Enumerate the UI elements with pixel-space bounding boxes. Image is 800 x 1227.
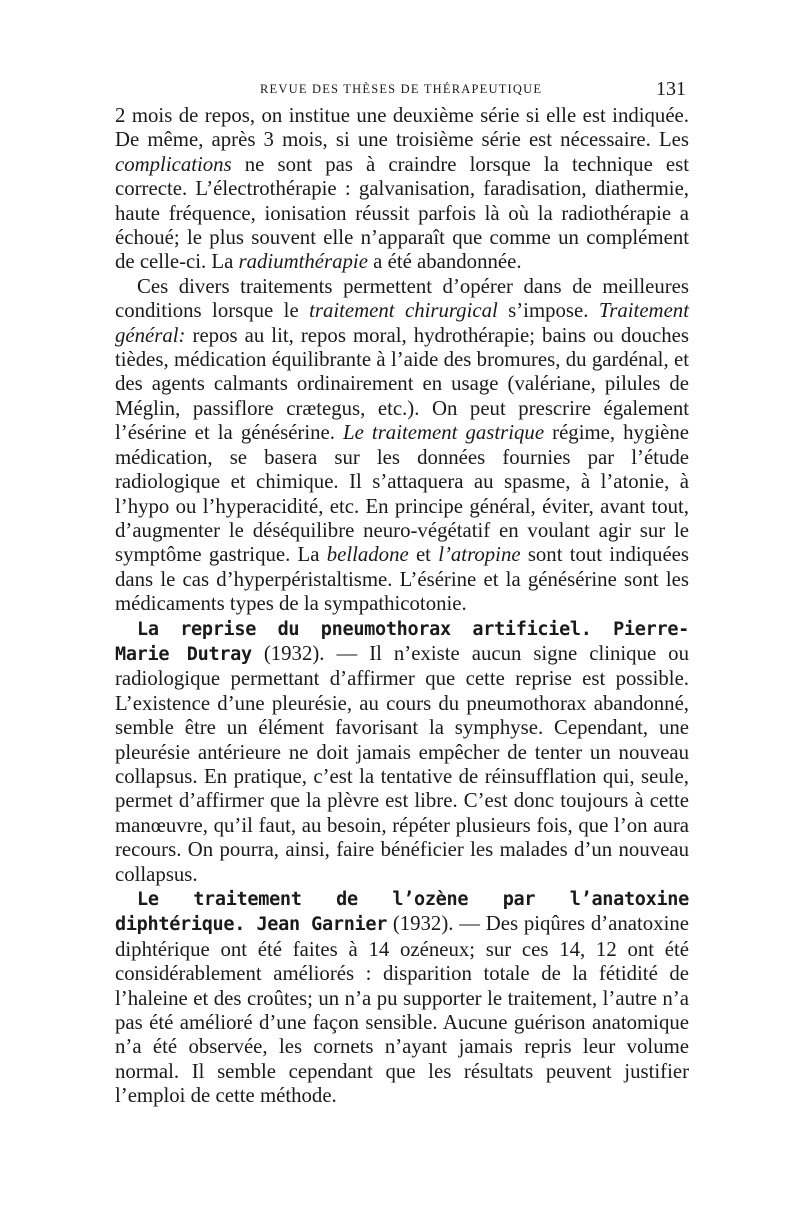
italic-term: complications (115, 152, 232, 176)
italic-term: radiumthérapie (238, 250, 368, 274)
page-number: 131 (656, 78, 686, 100)
text-run: ne sont pas à craindre lorsque la technique est correcte. L’électrothérapie : galvanisation, faradisation, diathermie, haute fréquence, ionisation réussit parfois là où la radiothérapie a échoué; le plus souvent elle n’apparaît que comme un complément de celle-ci. La (115, 152, 689, 274)
article-year: (1932). — (387, 912, 486, 936)
text-run: Ces divers traitements permettent d’opérer dans de meilleures conditions lorsque le (115, 274, 689, 323)
article-title: La reprise du pneumothorax artificiel. Pierre-Marie Dutray (115, 618, 689, 665)
text-run: 2 mois de repos, on institue une deuxième série si elle est indiquée. De même, après 3 mois, si une troisième série est nécessaire. Les (115, 104, 689, 152)
text-run: a été abandonnée. (367, 250, 522, 274)
italic-term: traitement chirurgical (309, 299, 498, 323)
italic-term: belladone (326, 543, 409, 567)
article-year: (1932). — (251, 641, 370, 665)
paragraph (115, 275, 689, 617)
continued-paragraph (115, 104, 689, 275)
text-run: s’impose. (497, 299, 599, 323)
italic-term: l’atropine (438, 543, 521, 567)
article-ozene (115, 887, 689, 1109)
article-pneumothorax (115, 617, 689, 887)
italic-term: Le traitement gastrique (343, 421, 545, 445)
text-run: repos au lit, repos moral, hydrothérapie; bains ou douches tièdes, médication équilibrante à l’aide des bromures, du gardénal, et des agents calmants ordinairement en usage (valériane, pilules de Méglin, passiflore crætegus, etc.). On peut prescrire également l’ésérine et la génésérine. (115, 323, 689, 445)
text-run: régime, hygiène médication, se basera sur les données fournies par l’étude radiologique et chimique. Il s’attaquera au spasme, à l’atonie, à l’hypo ou l’hyperacidité, etc. En principe général, éviter, avant tout, d’augmenter le déséquilibre neuro-végétatif en voulant agir sur le symptôme gastrique. La (115, 421, 689, 567)
running-head (118, 80, 686, 100)
text-run: et (408, 543, 439, 567)
italic-term: Traitement général: (115, 299, 689, 347)
page-body (115, 104, 689, 1109)
article-body: Il n’existe aucun signe clinique ou radiologique permettant d’affirmer que cette reprise est possible. L’existence d’une pleurésie, au cours du pneumothorax abandonné, semble être un élément favorisant la symphyse. Cependant, une pleurésie antérieure ne doit jamais empêcher de tenter un nouveau collapsus. En pratique, c’est la tentative de réinsufflation qui, seule, permet d’affirmer que la plèvre est libre. C’est donc toujours à cette manœuvre, qu’il faut, au besoin, répéter plusieurs fois, que l’on aura recours. On pourra, ainsi, faire bénéficier les malades d’un nouveau collapsus. (115, 641, 689, 886)
article-body: Des piqûres d’anatoxine diphtérique ont été faites à 14 ozéneux; sur ces 14, 12 ont été considérablement améliorés : disparition totale de la fétidité de l’haleine et des croûtes; un n’a pu supporter le traitement, l’autre n’a pas été amélioré d’une façon sensible. Aucune guérison anatomique n’a été observée, les cornets n’ayant jamais repris leur volume normal. Il semble cependant que les résultats peuvent justifier l’emploi de cette méthode. (115, 912, 689, 1108)
running-title: REVUE DES THÈSES DE THÉRAPEUTIQUE (260, 82, 543, 96)
text-run: sont tout indiquées dans le cas d’hyperpéristaltisme. L’ésérine et la génésérine sont les médicaments types de la sympathicotonie. (115, 543, 689, 616)
article-title: Le traitement de l’ozène par l’anatoxine diphtérique. Jean Garnier (115, 889, 689, 936)
